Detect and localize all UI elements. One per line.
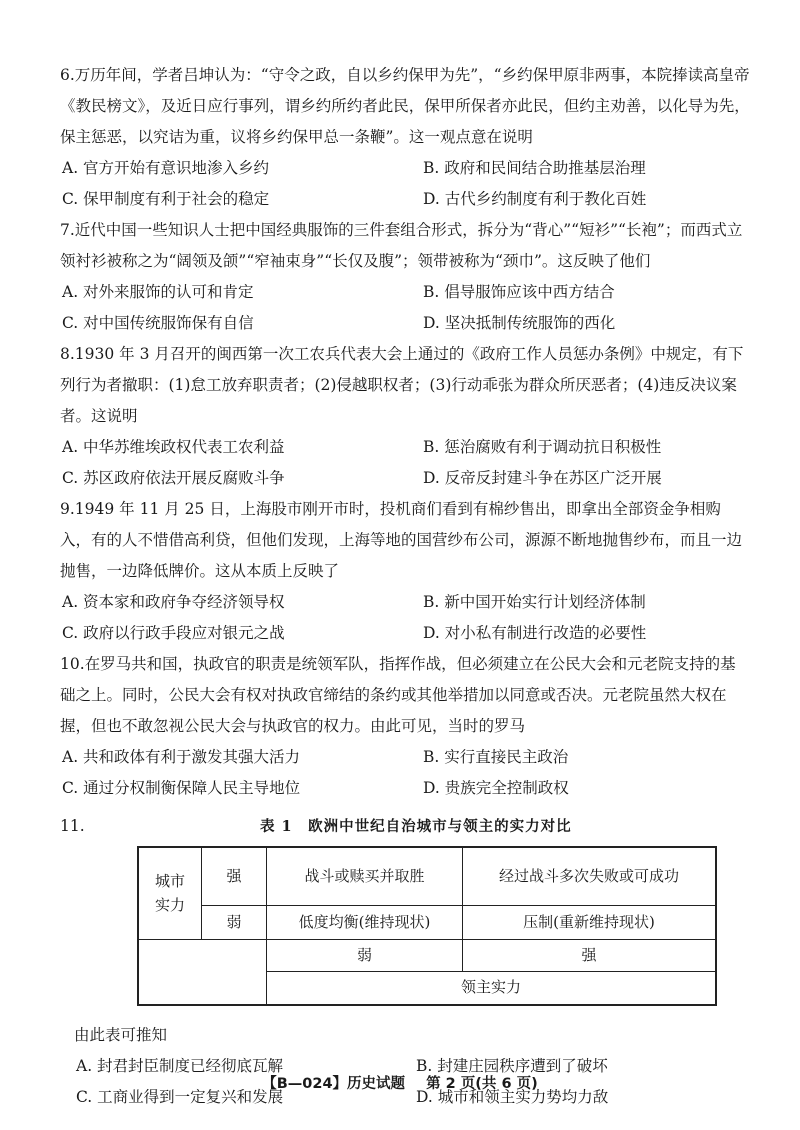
option-a: A. 中华苏维埃政权代表工农利益	[62, 438, 285, 456]
option-a: A. 官方开始有意识地渗入乡约	[62, 159, 270, 177]
row-header-label: 城市实力	[154, 872, 185, 915]
options	[60, 277, 750, 339]
cell-strong-lord-strong-city: 经过战斗多次失败或可成功	[463, 847, 717, 905]
options	[60, 153, 750, 215]
option-b: B. 新中国开始实行计划经济体制	[423, 593, 646, 611]
col-label-weak: 弱	[267, 939, 463, 971]
question-stem: 8.1930 年 3 月召开的闽西第一次工农兵代表大会上通过的《政府工作人员惩办条例》中规定，有下列行为者撤职：(1)怠工放弃职责者；(2)侵越职权者；(3)行动乖张为群众所厌恶者；(4)违反决议案者。这说明	[60, 345, 744, 425]
option-b: B. 实行直接民主政治	[423, 748, 569, 766]
col-header-lord-strength: 领主实力	[267, 971, 717, 1005]
exam-code: 【B—024】历史试题	[262, 1076, 406, 1092]
question-9	[60, 494, 750, 649]
row-label-weak: 弱	[202, 905, 267, 939]
page-footer	[0, 1072, 800, 1093]
question-11	[60, 806, 750, 1113]
option-c: C. 保甲制度有利于社会的稳定	[62, 190, 270, 208]
option-c: C. 通过分权制衡保障人民主导地位	[62, 779, 301, 797]
question-8	[60, 339, 750, 494]
option-d: D. 城市和领主实力势均力敌	[416, 1088, 609, 1106]
cell-strong-lord-weak-city: 压制(重新维持现状)	[463, 905, 717, 939]
option-c: C. 工商业得到一定复兴和发展	[76, 1088, 284, 1106]
option-a: A. 共和政体有利于激发其强大活力	[62, 748, 301, 766]
option-b: B. 倡导服饰应该中西方结合	[423, 283, 615, 301]
table-heading	[60, 806, 750, 846]
question-10	[60, 649, 750, 804]
table-title: 表 1 欧洲中世纪自治城市与领主的实力对比	[260, 817, 572, 835]
options	[60, 432, 750, 494]
options	[60, 742, 750, 804]
question-stem: 10.在罗马共和国，执政官的职责是统领军队，指挥作战，但必须建立在公民大会和元老院支持的基础之上。同时，公民大会有权对执政官缔结的条约或其他举措加以同意或否决。元老院虽然大权在握，但也不敢忽视公民大会与执政官的权力。由此可见，当时的罗马	[60, 655, 736, 735]
page-number: 第 2 页(共 6 页)	[426, 1076, 538, 1092]
option-a: A. 资本家和政府争夺经济领导权	[62, 593, 285, 611]
option-c: C. 对中国传统服饰保有自信	[62, 314, 254, 332]
question-6	[60, 60, 750, 215]
option-d: D. 对小私有制进行改造的必要性	[423, 624, 647, 642]
empty-corner-cell	[138, 939, 267, 1005]
option-a: A. 对外来服饰的认可和肯定	[62, 283, 254, 301]
row-label-strong: 强	[202, 847, 267, 905]
option-b: B. 封建庄园秩序遭到了破坏	[416, 1057, 608, 1075]
row-header-city-strength	[138, 847, 202, 939]
option-a: A. 封君封臣制度已经彻底瓦解	[76, 1057, 284, 1075]
option-d: D. 贵族完全控制政权	[423, 779, 569, 797]
question-stem: 9.1949 年 11 月 25 日，上海股市刚开市时，投机商们看到有棉纱售出，即拿出全部资金争相购入，有的人不惜借高利贷，但他们发现，上海等地的国营纱布公司，源源不断地抛售纱布，而且一边抛售，一边降低牌价。这从本质上反映了	[60, 500, 743, 580]
option-b: B. 惩治腐败有利于调动抗日积极性	[423, 438, 662, 456]
option-d: D. 坚决抵制传统服饰的西化	[423, 314, 616, 332]
question-stem: 7.近代中国一些知识人士把中国经典服饰的三件套组合形式，拆分为“背心”“短衫”“长袍”；而西式立领衬衫被称之为“阔领及颌”“窄袖束身”“长仅及腹”；领带被称为“颈巾”。这反映了他们	[60, 221, 743, 270]
question-7	[60, 215, 750, 339]
option-d: D. 古代乡约制度有利于教化百姓	[423, 190, 647, 208]
options	[60, 587, 750, 649]
question-stem: 6.万历年间，学者吕坤认为：“守令之政，自以乡约保甲为先”，“乡约保甲原非两事，本院捧读高皇帝《教民榜文》，及近日应行事列，谓乡约所约者此民，保甲所保者亦此民，但约主劝善，以化导为先，保主惩恶，以究诘为重，议将乡约保甲总一条鞭”。这一观点意在说明	[60, 66, 750, 146]
option-b: B. 政府和民间结合助推基层治理	[423, 159, 646, 177]
option-d: D. 反帝反封建斗争在苏区广泛开展	[423, 469, 662, 487]
col-label-strong: 强	[463, 939, 717, 971]
comparison-table	[137, 846, 717, 1006]
option-c: C. 政府以行政手段应对银元之战	[62, 624, 285, 642]
option-c: C. 苏区政府依法开展反腐败斗争	[62, 469, 285, 487]
question-stem: 由此表可推知	[74, 1026, 168, 1044]
cell-weak-lord-weak-city: 低度均衡(维持现状)	[267, 905, 463, 939]
question-number: 11.	[60, 816, 85, 835]
cell-weak-lord-strong-city: 战斗或赎买并取胜	[267, 847, 463, 905]
